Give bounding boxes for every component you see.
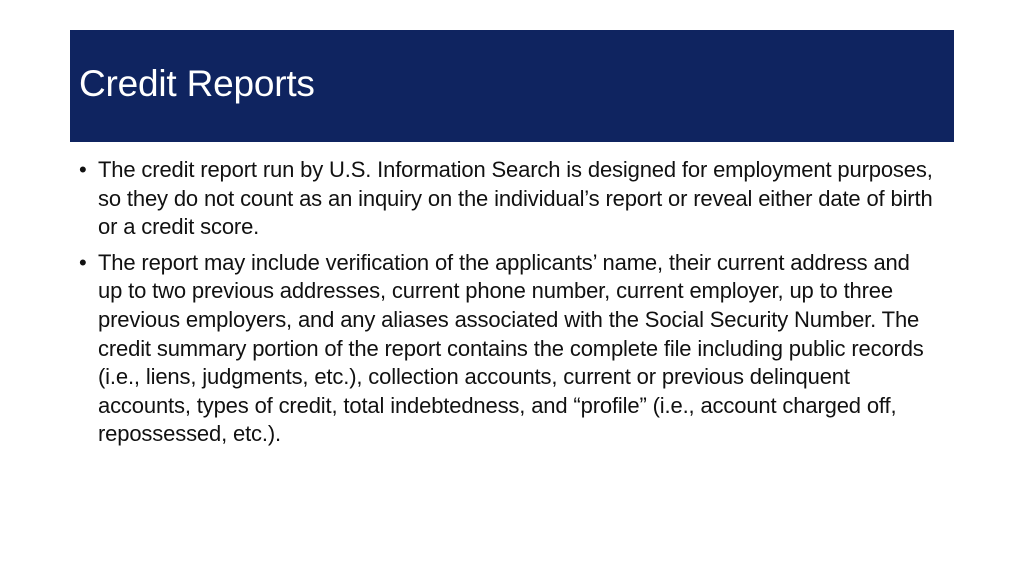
bullet-dot-icon: •	[79, 157, 87, 182]
bullet-dot-icon: •	[79, 249, 87, 275]
bullet-text: The credit report run by U.S. Information Search is designed for employment purposes, so they do not count as an inquiry on the individual’s report or reveal either date of birth or a credit score.	[98, 157, 933, 240]
slide-title: Credit Reports	[79, 63, 315, 104]
bullet-item	[79, 249, 939, 449]
bullet-item	[79, 156, 939, 242]
bullet-text: The report may include verification of the applicants’ name, their current address and up to two previous addresses, current phone number, current employer, up to three previous employers, and any aliases associated with the Social Security Number. The credit summary portion of the report contains the complete file including public records (i.e., liens, judgments, etc.), collection accounts, current or previous delinquent accounts, types of credit, total indebtedness, and “profile” (i.e., account charged off, repossessed, etc.).	[98, 249, 924, 447]
bullet-list	[79, 156, 939, 456]
title-bar	[70, 30, 954, 142]
